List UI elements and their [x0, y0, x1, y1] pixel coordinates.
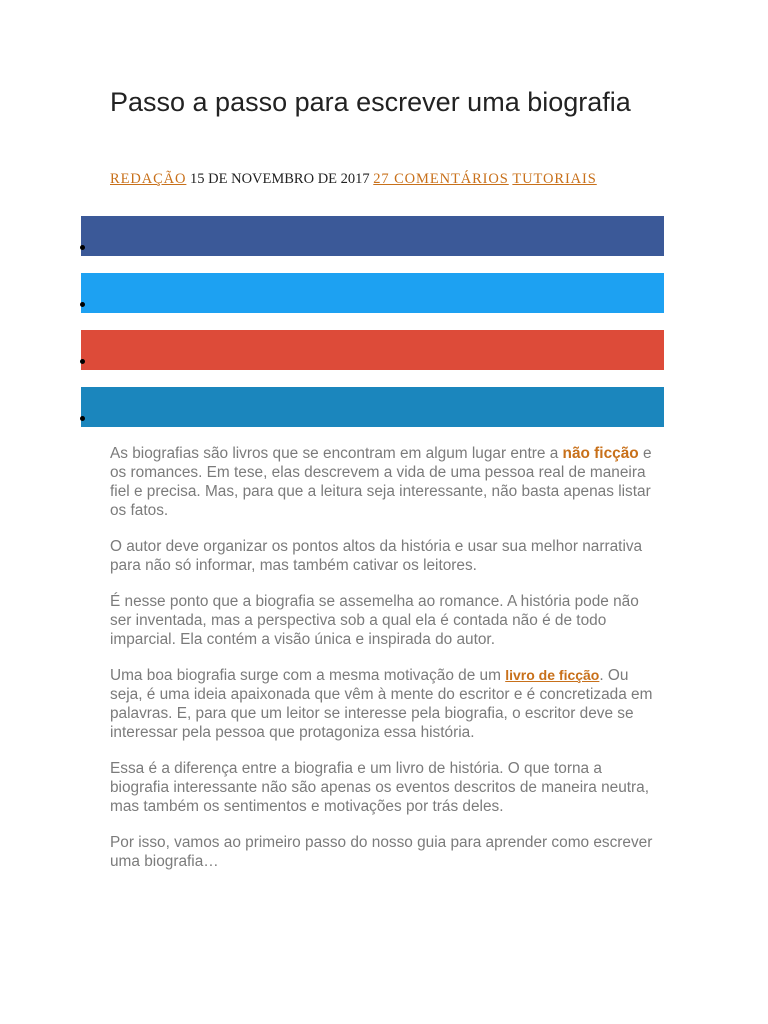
paragraph-text: Uma boa biografia surge com a mesma motivação de um: [110, 667, 506, 684]
share-google-plus-button[interactable]: [81, 330, 664, 370]
list-bullet: [80, 416, 85, 421]
list-bullet: [80, 302, 85, 307]
paragraph-text: . Ou seja, é uma ideia apaixonada que vêm à mente do escritor e é concretizada em palavras. E, para que um leitor se interesse pela biografia, o escritor deve se interessar pela pessoa que protagoniza essa história.: [110, 667, 653, 741]
comments-link[interactable]: 27 COMENTÁRIOS: [373, 171, 509, 187]
paragraph: O autor deve organizar os pontos altos da história e usar sua melhor narrativa para não só informar, mas também cativar os leitores.: [110, 538, 643, 574]
paragraph: É nesse ponto que a biografia se assemelha ao romance. A história pode não ser inventada, mas a perspectiva sob a qual ela é contada não é de todo imparcial. Ela contém a visão única e inspirada do autor.: [110, 593, 639, 648]
author-link[interactable]: REDAÇÃO: [110, 171, 187, 187]
article-title: Passo a passo para escrever uma biografia: [110, 87, 631, 117]
fiction-book-link[interactable]: livro de ficção: [505, 667, 600, 683]
category-link[interactable]: TUTORIAIS: [512, 171, 597, 187]
article-meta: [110, 170, 670, 188]
paragraph-text: e os romances. Em tese, elas descrevem a vida de uma pessoa real de maneira fiel e precisa. Mas, para que a leitura seja interessante, não basta apenas listar os fatos.: [110, 445, 652, 519]
paragraph-text: As biografias são livros que se encontram em algum lugar entre a: [110, 445, 563, 462]
non-fiction-highlight: não ficção: [562, 445, 639, 462]
list-bullet: [80, 245, 85, 250]
share-linkedin-button[interactable]: [81, 387, 664, 427]
article-body: [110, 444, 655, 888]
paragraph: Por isso, vamos ao primeiro passo do nosso guia para aprender como escrever uma biografia…: [110, 834, 653, 870]
paragraph: [110, 444, 655, 520]
share-twitter-button[interactable]: [81, 273, 664, 313]
list-bullet: [80, 359, 85, 364]
publish-date: 15 DE NOVEMBRO DE 2017: [190, 171, 370, 187]
paragraph: Essa é a diferença entre a biografia e um livro de história. O que torna a biografia interessante não são apenas os eventos descritos de maneira neutra, mas também os sentimentos e motivações por trás deles.: [110, 760, 650, 815]
paragraph: [110, 666, 655, 742]
share-facebook-button[interactable]: [81, 216, 664, 256]
